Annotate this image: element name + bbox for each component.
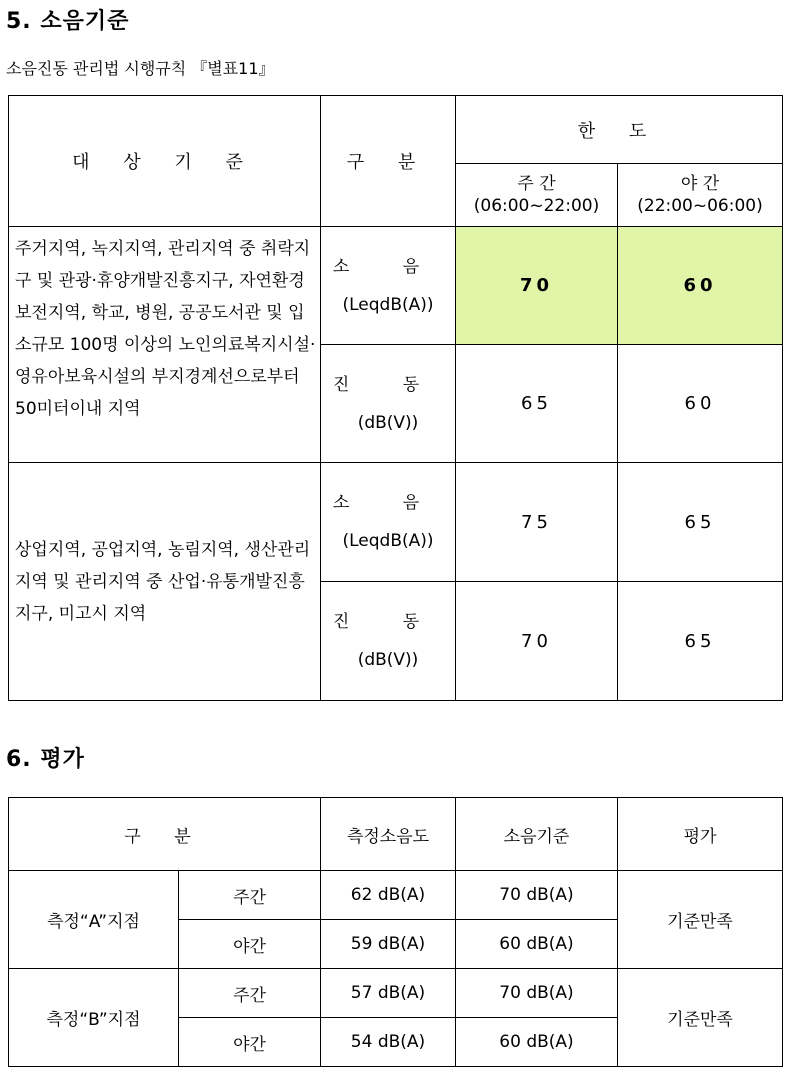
target-area-2: 상업지역, 공업지역, 농림지역, 생산관리지역 및 관리지역 중 산업·유통개발진흥지구, 미고시 지역 xyxy=(9,463,321,701)
measured-cell: 54 dB(A) xyxy=(321,1018,456,1067)
header-category: 구 분 xyxy=(321,96,456,227)
header-limit: 한 도 xyxy=(456,96,783,164)
header-category: 구 분 xyxy=(9,798,321,871)
category-unit: (LeqdB(A)) xyxy=(342,294,434,315)
limit-day-value: 70 xyxy=(456,582,618,701)
measured-cell: 59 dB(A) xyxy=(321,920,456,969)
limit-night-value: 65 xyxy=(618,463,783,582)
point-a-evaluation: 기준만족 xyxy=(618,871,783,969)
section-6-title: 6. 평가 xyxy=(6,747,85,772)
limit-night-value: 60 xyxy=(618,345,783,463)
header-measured: 측정소음도 xyxy=(321,798,456,871)
header-day-time: (06:00~22:00) xyxy=(473,196,600,216)
category-kind: 진 동 xyxy=(332,612,444,632)
period-cell: 야간 xyxy=(179,920,321,969)
limit-night-value: 65 xyxy=(618,582,783,701)
category-vibration-1 xyxy=(321,345,456,463)
noise-standard-table xyxy=(8,95,783,701)
measured-cell: 62 dB(A) xyxy=(321,871,456,920)
category-kind: 소 음 xyxy=(332,493,444,513)
header-standard: 소음기준 xyxy=(456,798,618,871)
header-evaluation: 평가 xyxy=(618,798,783,871)
category-unit: (dB(V)) xyxy=(357,650,419,670)
header-night-time: (22:00~06:00) xyxy=(637,196,763,216)
category-unit: (dB(V)) xyxy=(357,412,419,433)
point-b-evaluation: 기준만족 xyxy=(618,969,783,1067)
header-day xyxy=(456,164,618,227)
period-cell: 주간 xyxy=(179,969,321,1018)
category-kind: 소 음 xyxy=(332,256,444,277)
category-kind: 진 동 xyxy=(332,374,444,395)
limit-night-value: 60 xyxy=(618,227,783,345)
evaluation-table xyxy=(8,797,783,1067)
header-target: 대 상 기 준 xyxy=(9,96,321,227)
standard-cell: 60 dB(A) xyxy=(456,1018,618,1067)
limit-day-value: 75 xyxy=(456,463,618,582)
standard-cell: 70 dB(A) xyxy=(456,969,618,1018)
section-5-title: 5. 소음기준 xyxy=(6,9,130,34)
standard-cell: 60 dB(A) xyxy=(456,920,618,969)
category-unit: (LeqdB(A)) xyxy=(342,531,434,551)
target-area-1: 주거지역, 녹지지역, 관리지역 중 취락지구 및 관광·휴양개발진흥지구, 자연환경보전지역, 학교, 병원, 공공도서관 및 입소규모 100명 이상의 노인의료복지시설·영유아보육시설의 부지경계선으로부터 50미터이내 지역 xyxy=(9,227,321,463)
section-5-subtitle: 소음진동 관리법 시행규칙 『별표11』 xyxy=(6,59,275,78)
point-a-name: 측정“A”지점 xyxy=(9,871,179,969)
limit-day-value: 70 xyxy=(456,227,618,345)
limit-day-value: 65 xyxy=(456,345,618,463)
header-night xyxy=(618,164,783,227)
category-vibration-2 xyxy=(321,582,456,701)
standard-cell: 70 dB(A) xyxy=(456,871,618,920)
point-b-name: 측정“B”지점 xyxy=(9,969,179,1067)
category-noise-2 xyxy=(321,463,456,582)
period-cell: 야간 xyxy=(179,1018,321,1067)
category-noise-1 xyxy=(321,227,456,345)
measured-cell: 57 dB(A) xyxy=(321,969,456,1018)
period-cell: 주간 xyxy=(179,871,321,920)
header-day-label: 주 간 xyxy=(517,174,556,194)
header-night-label: 야 간 xyxy=(680,174,720,194)
